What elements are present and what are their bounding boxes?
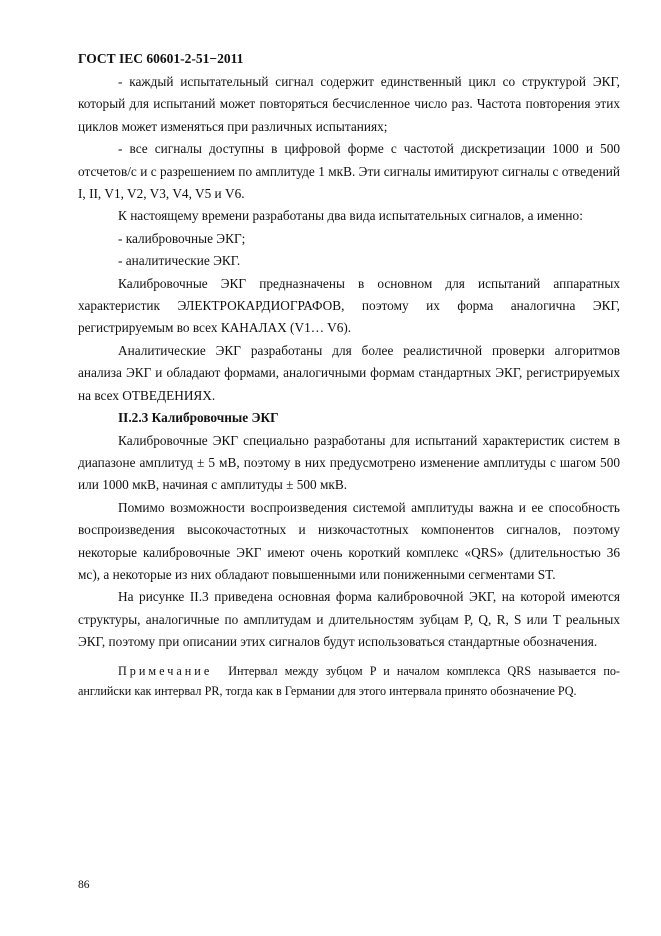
standard-header: ГОСТ IEC 60601-2-51−2011 <box>78 51 244 66</box>
paragraph: Помимо возможности воспроизведения системой амплитуды важна и ее способность воспроизведения высокочастотных и низкочастотных компонентов сигналов, поэтому некоторые калибровочные ЭКГ имеют очень короткий комплекс «QRS» (длительностью 36 мс), а некоторые из них обладают повышенными или пониженными сегментами ST. <box>78 499 620 582</box>
paragraph: - все сигналы доступны в цифровой форме с частотой дискретизации 1000 и 500 отсчетов/с и с разрешением по амплитуде 1 мкВ. Эти сигналы имитируют сигналы с отведений I, II, V1, V2, V3, V4, V5 и V6. <box>78 141 620 202</box>
document-page <box>78 50 620 701</box>
note-label: Примечание <box>118 663 213 678</box>
paragraph: Аналитические ЭКГ разработаны для более реалистичной проверки алгоритмов анализа ЭКГ и обладают формами, аналогичными формам стандартных ЭКГ, регистрируемых на всех ОТВЕДЕНИЯХ. <box>78 342 620 403</box>
note <box>78 661 620 701</box>
paragraph: Калибровочные ЭКГ предназначены в основном для испытаний аппаратных характеристик ЭЛЕКТРОКАРДИОГРАФОВ, поэтому их форма аналогична ЭКГ, регистрируемым во всех КАНАЛАХ (V1… V6). <box>78 275 620 336</box>
page-number: 86 <box>78 879 90 891</box>
paragraph: - каждый испытательный сигнал содержит единственный цикл со структурой ЭКГ, который для испытаний может повторяться бесчисленное число раз. Частота повторения этих циклов может изменяться при различных испытаниях; <box>78 74 620 134</box>
paragraph: Калибровочные ЭКГ специально разработаны для испытаний характеристик систем в диапазоне амплитуд ± 5 мВ, поэтому в них предусмотрено изменение амплитуды с шагом 500 или 1000 мкВ, начиная с амплитуды ± 500 мкВ. <box>78 432 620 493</box>
paragraph: На рисунке II.3 приведена основная форма калибровочной ЭКГ, на которой имеются структуры, аналогичные по амплитудам и длительностям зубцам P, Q, R, S или T реальных ЭКГ, поэтому при описании этих сигналов будут использоваться стандартные обозначения. <box>78 589 620 650</box>
section-heading: II.2.3 Калибровочные ЭКГ <box>118 410 279 426</box>
list-item: - аналитические ЭКГ. <box>118 253 241 269</box>
list-item: - калибровочные ЭКГ; <box>118 230 246 246</box>
note-text: Интервал между зубцом P и началом комплекса QRS называется по-английски как интервал PR, тогда как в Германии для этого интервала принято обозначение PQ. <box>78 663 620 698</box>
paragraph: К настоящему времени разработаны два вида испытательных сигналов, а именно: <box>118 208 583 224</box>
